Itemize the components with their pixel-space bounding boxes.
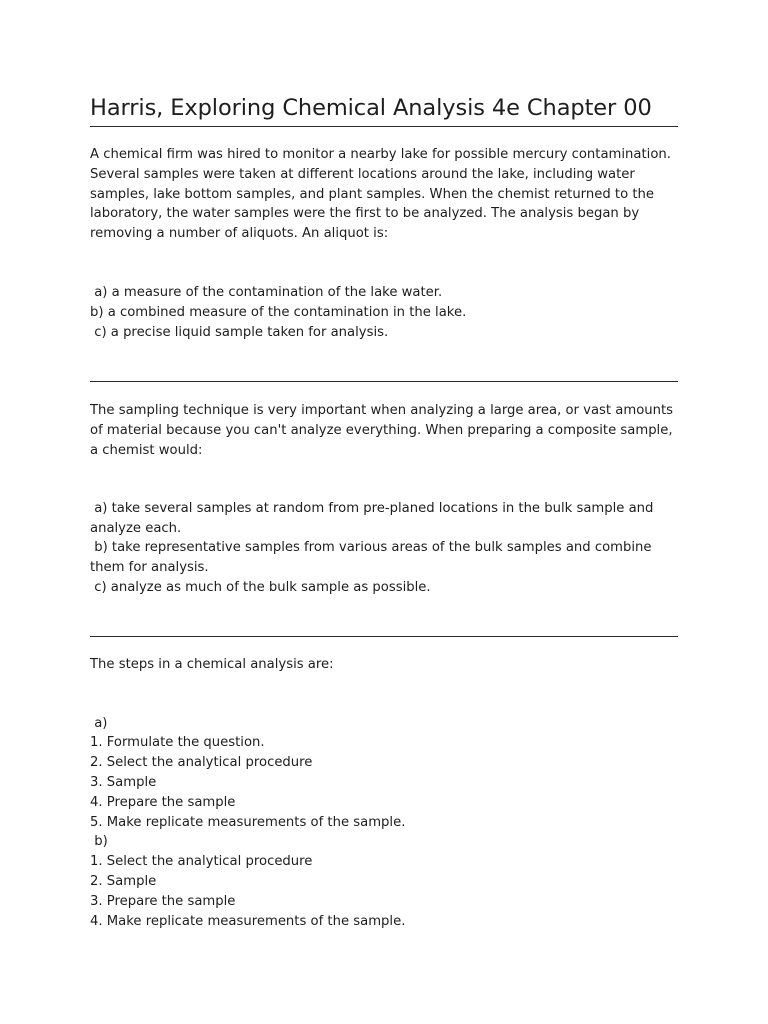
title-divider (90, 126, 678, 127)
question-divider (90, 381, 678, 382)
answer-option-b: b) take representative samples from various areas of the bulk samples and combine them for analysis. (90, 540, 656, 576)
question-2-answers (90, 499, 678, 598)
question-1-answers (90, 283, 678, 342)
list-item: 1. Select the analytical procedure (90, 854, 313, 870)
answer-option-c: c) a precise liquid sample taken for analysis. (90, 324, 389, 340)
list-item: 5. Make replicate measurements of the sample. (90, 814, 406, 830)
question-1 (90, 145, 678, 342)
document-page (90, 0, 678, 931)
list-item: 4. Make replicate measurements of the sample. (90, 913, 406, 929)
question-2-text: The sampling technique is very important when analyzing a large area, or vast amounts of material because you can't analyze everything. When preparing a composite sample, a chemist would: (90, 403, 674, 458)
list-item: 3. Prepare the sample (90, 893, 236, 909)
question-1-text: A chemical firm was hired to monitor a nearby lake for possible mercury contamination. Several samples were taken at different locations around the lake, including water samples, lake bottom samples, and plant samples. When the chemist returned to the laboratory, the water samples were the first to be analyzed. The analysis began by removing a number of aliquots. An aliquot is: (90, 147, 671, 242)
answer-option-a: a) a measure of the contamination of the lake water. (90, 284, 443, 300)
answer-option-a-label: a) (90, 715, 108, 731)
list-item: 3. Sample (90, 774, 157, 790)
answer-option-b: b) a combined measure of the contamination in the lake. (90, 304, 467, 320)
question-3-text: The steps in a chemical analysis are: (90, 656, 334, 672)
answer-option-a: a) take several samples at random from pre-planed locations in the bulk sample and analyze each. (90, 500, 658, 536)
answer-option-b-label: b) (90, 834, 108, 850)
question-3 (90, 655, 678, 932)
list-item: 2. Sample (90, 873, 157, 889)
list-item: 1. Formulate the question. (90, 735, 265, 751)
answer-option-c: c) analyze as much of the bulk sample as possible. (90, 579, 431, 595)
list-item: 4. Prepare the sample (90, 794, 236, 810)
question-3-answers (90, 714, 678, 932)
question-2 (90, 401, 678, 597)
question-divider (90, 636, 678, 637)
list-item: 2. Select the analytical procedure (90, 755, 313, 771)
document-title: Harris, Exploring Chemical Analysis 4e Chapter 00 (90, 95, 652, 121)
